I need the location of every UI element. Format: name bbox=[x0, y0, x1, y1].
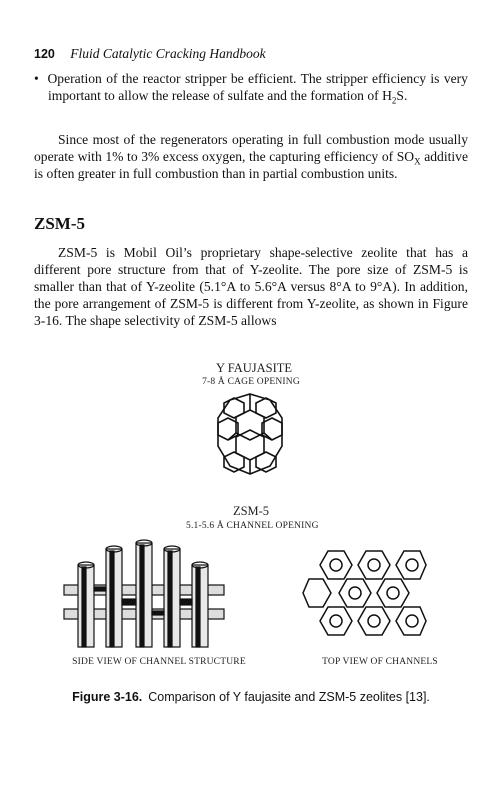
y-faujasite-cage-illustration bbox=[210, 390, 290, 480]
paragraph-sox bbox=[34, 131, 468, 182]
paragraph-zsm5: ZSM-5 is Mobil Oil’s proprietary shape-selective zeolite that has a different pore structure from that of Y-zeolite. The pore size of ZSM-5 is smaller than that of Y-zeolite (5.1°A to 5.6°A versus 8°A to 9°A). In addition, the pore arrangement of ZSM-5 is different from Y-zeolite, as shown in Figure 3-16. The shape selectivity of ZSM-5 allows bbox=[34, 245, 468, 328]
bullet-text-end: S. bbox=[396, 88, 408, 103]
y-faujasite-subtitle: 7-8 Å CAGE OPENING bbox=[202, 377, 300, 387]
bullet-paragraph: • Operation of the reactor stripper be efficient. The stripper efficiency is very important to allow the release of sulfate and the formation of $H_2S$. bbox=[34, 71, 468, 106]
running-title: Fluid Catalytic Cracking Handbook bbox=[70, 46, 266, 61]
y-faujasite-title: Y FAUJASITE bbox=[216, 361, 293, 375]
page-number: 120 bbox=[34, 47, 55, 61]
bullet-subscript: 2 bbox=[391, 95, 397, 106]
figure-caption-text: Comparison of Y faujasite and ZSM-5 zeolites [13]. bbox=[148, 690, 430, 704]
bullet-text: Operation of the reactor stripper be efficient. The stripper efficiency is very important to allow the release of sulfate and the formation of H bbox=[47, 71, 468, 103]
side-view-label: SIDE VIEW OF CHANNEL STRUCTURE bbox=[72, 657, 246, 667]
zsm5-side-view-illustration bbox=[58, 535, 228, 650]
figure-caption bbox=[34, 690, 468, 704]
figure-caption-label: Figure 3-16. bbox=[72, 690, 143, 704]
paragraph-sox-subscript: X bbox=[414, 156, 421, 167]
running-header bbox=[34, 46, 266, 62]
section-heading: ZSM-5 bbox=[34, 214, 85, 233]
paragraph-sox-text-end: additive is often greater in full combustion than in partial combustion units. bbox=[34, 149, 469, 181]
zsm5-title: ZSM-5 bbox=[232, 504, 270, 518]
paragraph-sox-text: Since most of the regenerators operating in full combustion mode usually operate with 1% to 3% excess oxygen, the capturing efficiency of SO bbox=[34, 132, 468, 164]
top-view-label: TOP VIEW OF CHANNELS bbox=[322, 657, 438, 667]
zsm5-top-view-illustration bbox=[308, 545, 426, 645]
zsm5-subtitle: 5.1-5.6 Å CHANNEL OPENING bbox=[186, 521, 319, 531]
